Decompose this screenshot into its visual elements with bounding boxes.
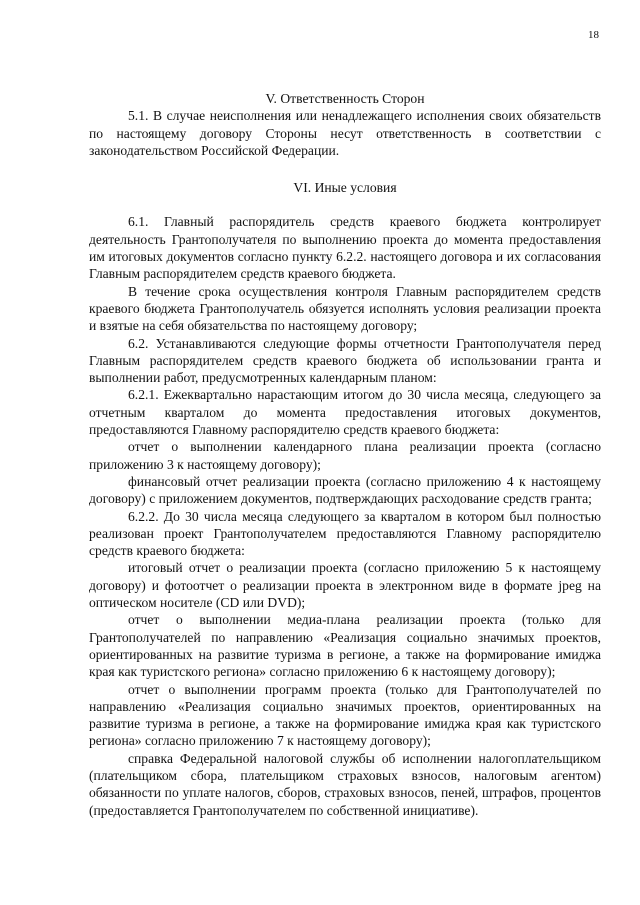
list-item-final-report: итоговый отчет о реализации проекта (согласно приложению 5 к настоящему договору) и фотоотчет о реализации проекта в электронном виде в формате jpeg на оптическом носителе (CD или DVD); xyxy=(89,560,601,611)
list-item-media-plan-report: отчет о выполнении медиа-плана реализации проекта (только для Грантополучателей по направлению «Реализация социально значимых проектов, ориентированных на развитие туризма в регионе, а также на формирование имиджа края как туристского региона» согласно приложению 6 к настоящему договору); xyxy=(89,612,601,680)
paragraph-6-2-2: 6.2.2. До 30 числа месяца следующего за кварталом в котором был полностью реализован проект Грантополучателем предоставляются Главному распорядителю средств краевого бюджета: xyxy=(89,508,601,559)
paragraph-5-1: 5.1. В случае неисполнения или ненадлежащего исполнения своих обязательств по настоящему договору Стороны несут ответственность в соответствии с законодательством Российской Федерации. xyxy=(89,108,601,158)
paragraph-6-2-1: 6.2.1. Ежеквартально нарастающим итогом до 30 числа месяца, следующего за отчетным кварталом до момента предоставления итоговых документов, предоставляются Главному распорядителю средств краевого бюджета: xyxy=(89,387,601,438)
paragraph-6-1-control: В течение срока осуществления контроля Главным распорядителем средств краевого бюджета Грантополучатель обязуется исполнять условия реализации проекта и взятые на себя обязательства по настоящему договору; xyxy=(89,283,601,334)
list-item-tax-certificate: справка Федеральной налоговой службы об исполнении налогоплательщиком (плательщиком сбора, плательщиком страховых взносов, налоговым агентом) обязанности по уплате налогов, сборов, страховых взносов, пеней, штрафов, процентов (предоставляется Грантополучателем по собственной инициативе). xyxy=(89,750,601,818)
section-6-title: VI. Иные условия xyxy=(293,180,397,196)
list-item-financial-report: финансовый отчет реализации проекта (согласно приложению 4 к настоящему договору) с приложением документов, подтверждающих расходование средств гранта; xyxy=(89,473,601,507)
list-item-calendar-report: отчет о выполнении календарного плана реализации проекта (согласно приложению 3 к настоящему договору); xyxy=(89,439,601,472)
document-body xyxy=(89,90,601,819)
list-item-programs-report: отчет о выполнении программ проекта (только для Грантополучателей по направлению «Реализация социально значимых проектов, ориентированных на развитие туризма в регионе, а также на формирование имиджа края как туристского региона» согласно приложению 7 к настоящему договору); xyxy=(89,681,601,749)
paragraph-6-1: 6.1. Главный распорядитель средств краевого бюджета контролирует деятельность Грантополучателя по выполнению проекта до момента предоставления им итоговых документов согласно пункту 6.2.2. настоящего договора и их согласования Главным распорядителем средств краевого бюджета. xyxy=(89,214,601,282)
paragraph-6-2: 6.2. Устанавливаются следующие формы отчетности Грантополучателя перед Главным распорядителем средств краевого бюджета об использовании гранта и выполнении работ, предусмотренных календарным планом: xyxy=(89,335,601,386)
section-5-title: V. Ответственность Сторон xyxy=(265,91,425,106)
page-number: 18 xyxy=(588,29,599,41)
